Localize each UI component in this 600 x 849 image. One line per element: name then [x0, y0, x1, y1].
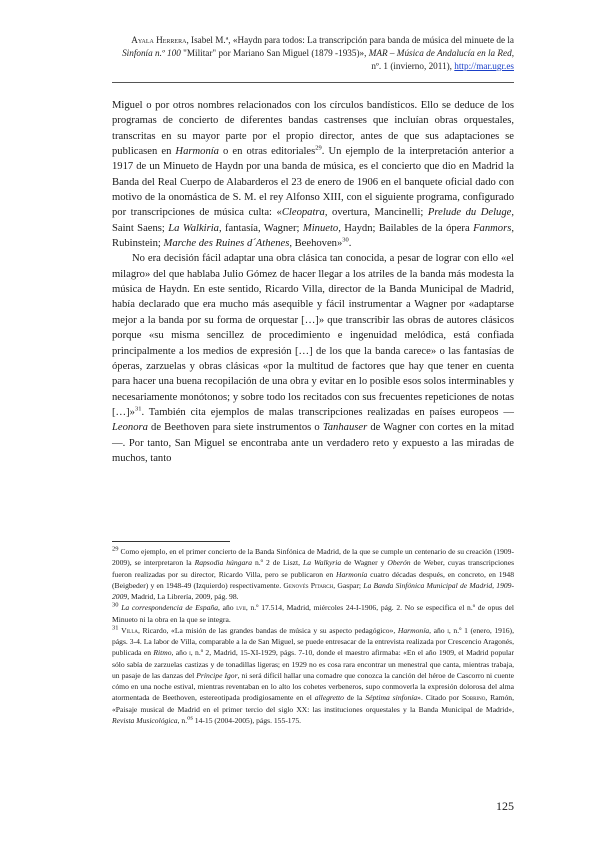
italic-run: allegretto	[314, 693, 344, 703]
italic-run: Revista Musicológica	[112, 715, 178, 725]
footnote-30	[112, 602, 514, 625]
italic-run: La Walkiria	[168, 222, 219, 234]
text-run: , n.	[177, 715, 188, 725]
text-run: Miguel o por otros nombres relacionados con los círculos bandísticos. Ello se deduce de los programas de concierto de diferentes bandas castrenses que incluían obras orquestales, transcritas en su mayor parte por el propio director, antes de que sus adaptaciones se publicasen en	[112, 100, 514, 158]
header-author: Ayala Herrera	[131, 35, 187, 45]
text-run: o en otras editoriales	[218, 146, 316, 158]
author-name: Genovés Pitarch	[283, 580, 334, 590]
italic-run: Ritmo	[153, 648, 172, 658]
text-run: de Wagner y	[341, 558, 388, 568]
italic-run: Minueto	[302, 222, 339, 234]
text-run: , Madrid, La Librería, 2009, pág. 98.	[127, 592, 239, 601]
text-run: , n.º 1 (enero, 1916), págs. 3-4. La labor de Villa, comparable a la de San Miguel, se puede entresacar de la entrevista realizada por Crescencio Aragonés, publicada en	[112, 625, 514, 658]
text-run: de Weber, cuyas transcripciones fueron realizadas por su director, Ricardo Villa, pero se publicaron en	[112, 558, 515, 579]
italic-run: Cleopatra	[281, 207, 325, 219]
text-run: de Wagner con cortes en la mitad—. Por tanto, San Miguel se encontraba ante un verdadero reto y expuesto a las miradas de muchos, tanto	[112, 422, 514, 464]
text-run: , Ricardo, «La misión de las grandes bandas de música y su aspecto pedagógico»,	[138, 625, 398, 635]
header-rule	[112, 82, 514, 83]
italic-run: Leonora	[112, 422, 148, 434]
author-name: Villa	[121, 625, 138, 635]
footnote-ref-31[interactable]: 31	[134, 405, 142, 413]
footnotes	[112, 546, 514, 726]
text-run: , fantasía, Wagner;	[218, 222, 303, 234]
italic-run: La Walkyria	[303, 558, 342, 568]
italic-run: Tanhauser	[322, 422, 368, 434]
text-run: n.º 2 de Liszt,	[252, 558, 304, 568]
header-journal: MAR – Música de Andalucía en la Red	[368, 48, 512, 58]
text-run: , año	[429, 625, 448, 635]
header-text: , nº. 1 (invierno, 2011),	[371, 48, 514, 71]
text-run: , Ramón, «Paisaje musical de Madrid en el primer tercio del siglo XX: las instituciones orquestales y la Banda Municipal de Madrid»,	[112, 693, 514, 714]
roman-numeral: i	[189, 648, 191, 658]
author-name: Sobrino	[461, 693, 486, 703]
text-run: Como ejemplo, en el primer concierto de la Banda Sinfónica de Madrid, de la que se cumple un centenario de su creación (1909-2009), se interpretaron la	[112, 547, 514, 568]
header-text: , Isabel M.ª, «Haydn para todos: La transcripción para banda de música del minuete de la	[186, 35, 514, 45]
paragraph-2	[112, 251, 514, 466]
text-run: , ni será difícil hallar una comadre que conozca la canción del héroe de Cascorro ni cuente cómo en una noche estival, mientras reventaban en lo alto los cohetes verbeneros, supo conmoverla la expresión dolorosa del alma atormentada de Beethoven, estereotipada prodigiosamente en el	[112, 670, 514, 703]
italic-run: Oberón	[387, 558, 411, 568]
italic-run: Prelude du Deluge	[427, 207, 512, 219]
running-header	[112, 34, 514, 73]
footnote-31	[112, 625, 514, 726]
italic-run: Príncipe Igor	[196, 670, 238, 680]
italic-run: Harmonía	[175, 146, 219, 158]
italic-run: Harmonía	[336, 569, 368, 579]
text-run: , n.º 2, Madrid, 15-XI-1929, págs. 7-10, donde el maestro afirmaba: «En el año 1909, el Madrid popular sólo sabía de zarzuelas castizas y de tonadillas ligeras; en 1929 no es cosa rara encontrar un menestral que canta, mientras trabaja, un pasaje de las danzas del	[112, 648, 514, 680]
text-run: . Un ejemplo de la interpretación anterior a 1917 de un Minueto de Haydn por una banda de música, es el concierto que dio en Madrid la Banda del Real Cuerpo de Alabarderos el 23 de enero de 1906 en el banquete oficial dado con motivo de la onomástica de S. M. el rey Alfonso XIII, con el siguiente programa, configurado por transcripciones de música culta: «	[112, 146, 514, 219]
text-run: , Beehoven»	[289, 238, 343, 250]
header-work-title: Sinfonía n.º 100	[122, 48, 181, 58]
italic-run: Rapsodia húngara	[194, 558, 252, 568]
text-run: , n.º 17.514, Madrid, miércoles 24-I-1906, pág. 2. No se especifica el n.º de opus del Minueto ni la obra en la que se integra.	[112, 603, 514, 624]
text-run: . También cita ejemplos de malas transcripciones realizadas en países europeos —	[141, 406, 514, 418]
text-run: 14-15 (2004-2005), págs. 155-175.	[192, 715, 302, 725]
text-run: , overtura, Mancinelli;	[324, 207, 428, 219]
italic-run: Fanmors	[473, 222, 512, 234]
text-run: de la	[343, 693, 366, 703]
page-number: 125	[496, 799, 514, 813]
text-run: .	[348, 238, 352, 250]
footnote-number: 30	[112, 601, 119, 609]
header-url-link[interactable]: http://mar.ugr.es	[454, 61, 514, 71]
footnote-number: 31	[112, 624, 119, 632]
italic-run: Marche des Ruines d´Athenes	[163, 238, 290, 250]
roman-numeral: i	[447, 625, 449, 635]
footnote-29	[112, 546, 514, 602]
body-text	[112, 98, 514, 466]
footnote-number: 29	[112, 545, 119, 553]
text-run: de Beethoven para siete instrumentos o	[147, 422, 323, 434]
text-run: , Rubinstein;	[112, 222, 514, 250]
paragraph-1	[112, 98, 514, 251]
header-text: "Militar" por Mariano San Miguel (1879 -1935)»,	[180, 48, 369, 58]
italic-run: Harmonía	[397, 625, 430, 635]
text-run: , año	[171, 648, 190, 658]
text-run: , Haydn; Bailables de la ópera	[338, 222, 474, 234]
superscript-run: os	[187, 714, 193, 722]
text-run: , año	[218, 603, 237, 613]
text-run: ». Citado por	[417, 693, 462, 703]
text-run: , Gaspar;	[333, 580, 364, 590]
text-run: cuatro décadas después, en concreto, en 1948 (Beigbeder) y en 1948-49 (Izquierdo) respectivamente.	[112, 569, 514, 590]
italic-run: La Banda Sinfónica Municipal de Madrid, 1909-2009	[112, 580, 514, 601]
footnote-ref-29[interactable]: 29	[315, 144, 322, 152]
footnote-separator	[112, 541, 230, 542]
text-run: , Saint Saens;	[112, 207, 515, 234]
roman-numeral: lvii	[236, 603, 246, 613]
italic-run: La correspondencia de España	[121, 603, 219, 613]
text-run: No era decisión fácil adaptar una obra clásica tan conocida, a pesar de lograr con ello «el milagro» del que hablaba Julio Gómez de hacer llegar a los atriles de la banda más modesta la música de Haydn. En este sentido, Ricardo Villa, director de la Banda Municipal de Madrid, había declarado que era mucho más asequible y fácil instrumentar a Wagner por «adaptarse mejor a la banda por su forma de orquestar […]» que transcribir las obras de autores clásicos porque «su misma sencillez de procedimiento e ingenuidad melódica, está confiada principalmente a los medios de expresión […] de los que la banda carece» o las fantasías de óperas, zarzuelas y obras clásicas «por la multitud de factores que hay que tener en cuenta para hacer una buena recopilación de una obra y evitar en lo posible esos solos interminables y necesariamente monótonos; y sobre todo los recitados con sus frecuentes repeticiones de notas […]»	[112, 253, 514, 418]
footnote-ref-30[interactable]: 30	[342, 236, 349, 244]
italic-run: Séptima sinfonía	[365, 693, 418, 703]
